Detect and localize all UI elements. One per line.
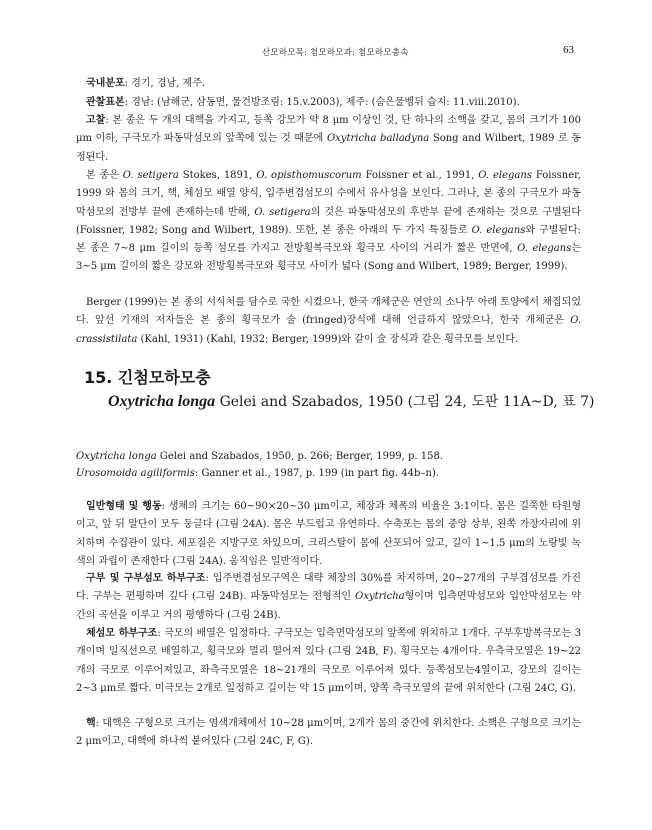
comparison-paragraph	[76, 167, 581, 277]
species-name: Oxytricha balladyna	[326, 133, 430, 145]
comparison-text: 의 것은 파동막섬모의 후반부 끝에 존재하는 것으로 구별된다 (Foissner, 1982; Song and Wilbert, 1989). 또한, 본 종은 아래의 두 가지 특징들로	[76, 206, 581, 236]
distribution-text: : 경기, 경남, 제주.	[124, 78, 206, 89]
somatic-infraciliature-text: : 극모의 배열은 일정하다. 구극모는 입측면막섬모의 앞쪽에 위치하고 1개다. 구부후방복극모는 3개이며 일직선으로 배열하고, 횡극모와 멀리 떨어져 있다 (그림 24B, F). 횡극모는 4개이다. 우측극모열은 19~22개의 극모로 이루어져있고, 좌측극모열은 18~21개의 극모로 이루어져 있다. 등쪽섬모는4열이고, 강모의 길이는 2~3 μm로 짧다. 미극모는 2개로 일정하고 길이는 약 15 μm이며, 양쪽 측극모열의 끝에 위치한다 (그림 24C, G).	[76, 628, 581, 694]
comparison-text: Foissner et al., 1991,	[361, 170, 479, 181]
species-name: O. elegans	[517, 243, 572, 255]
somatic-infraciliature-paragraph	[76, 625, 581, 698]
general-morphology-paragraph	[76, 498, 581, 571]
specimen-paragraph	[76, 94, 581, 112]
nucleus-label: 핵	[86, 718, 96, 729]
discussion-text: : 본 종은 두 개의 대핵을 가지고, 등쪽 강모가 약 8 μm 이상인 것, 단 하나의 소핵을 갖고, 몸의 크기가 100 μm 이하, 구극모가 파동막섬모의 앞쪽에 있는 것 때문에	[76, 115, 581, 145]
habitat-text: (Kahl, 1931) (Kahl, 1932; Berger, 1999)와 같이 술 장식과 같은 횡극모를 보인다.	[137, 333, 519, 345]
comparison-text: 와 구별된다: 본 종은 7~8 μm 길이의 등쪽 섬모를 가지고 전방횡복극모와 횡극모 사이의 거리가 짧은 반면에,	[76, 224, 581, 255]
specimen-text: : 경남: (남해군, 삼동면, 물건방조림: 15.v.2003), 제주: (숨은물벵뒤 습지: 11.viii.2010).	[124, 97, 520, 108]
species-name: O. crassistilata	[76, 315, 581, 345]
habitat-paragraph	[76, 294, 581, 349]
species-name: O. opisthomuscorum	[256, 170, 362, 181]
species-korean-name: 긴첨모하모충	[117, 368, 211, 387]
genus-name: Oxytricha	[355, 591, 405, 603]
comparison-text: Stokes, 1891,	[178, 170, 257, 181]
synonym-reference: : Ganner et al., 1987, p. 199 (in part fig. 44b–n).	[194, 468, 439, 479]
species-name: O. elegans	[478, 170, 532, 181]
specimen-label: 관찰표본	[86, 97, 125, 108]
nucleus-text: : 대핵은 구형으로 크기는 염색개체에서 10~28 μm이며, 2개가 몸의 중간에 위치한다. 소핵은 구형으로 크기는 2 μm이고, 대핵에 하나씩 붙어있다 (그림 24C, F, G).	[76, 718, 581, 748]
distribution-label: 국내분포	[86, 78, 125, 89]
species-name: O. elegans	[471, 224, 526, 236]
species-heading	[84, 366, 604, 414]
synonym-name: Oxytricha longa	[76, 451, 157, 462]
species-scientific-name: Oxytricha longa	[108, 393, 216, 410]
somatic-infraciliature-label: 체섬모 하부구조	[86, 628, 158, 639]
oral-infraciliature-label: 구부 및 구부섬모 하부구조	[86, 573, 206, 584]
comparison-text: 본 종은	[86, 170, 123, 181]
distribution-paragraph	[76, 75, 581, 93]
species-authority: Gelei and Szabados, 1950 (그림 24, 도판 11A~D, 표 7)	[215, 394, 595, 410]
species-name: O. setigera	[122, 170, 179, 181]
comparison-text: 는 3~5 μm 길이의 짧은 강모와 전방횡복극모와 횡극모 사이가 넓다 (Song and Wilbert, 1989; Berger, 1999).	[76, 243, 581, 273]
general-morphology-text: : 생체의 크기는 60~90×20~30 μm이고, 체장과 체폭의 비율은 3:1이다. 몸은 길쭉한 타원형이고, 앞 뒤 말단이 모두 둥글다 (그림 24A). 몸은 부드럽고 유연하다. 수축포는 몸의 중앙 상부, 왼쪽 가장자리에 위치하며 수집관이 있다. 세포질은 지방구로 차있으며, 크리스탈이 몸에 산포되어 있고, 길이 1~1.5 μm의 노랑빛 녹색의 과립이 존재한다 (그림 24A). 움직임은 일반적이다.	[76, 501, 582, 567]
discussion-text: Song and Wilbert, 1989 로 동정된다.	[76, 133, 582, 163]
habitat-text: Berger (1999)는 본 종의 서식처를 담수로 국한 시켰으나, 한국 개체군은 연안의 소나무 아래 토양에서 채집되었다. 앞선 기재의 저자들은 본 종의 횡극모가 술 (fringed)장식에 대해 언급하지 않았으나, 한국 개체군은	[76, 297, 581, 327]
running-head: 산모하모목: 첨모하모과: 첨모하모충속	[262, 48, 409, 58]
nucleus-paragraph	[76, 715, 581, 752]
synonym-name: Urosomoida agiliformis	[76, 468, 195, 479]
species-heading-scientific	[108, 390, 604, 414]
discussion-label: 고찰	[86, 115, 106, 126]
species-number: 15.	[84, 368, 113, 387]
general-morphology-label: 일반형태 및 행동	[86, 501, 162, 512]
oral-infraciliature-paragraph	[76, 570, 581, 625]
discussion-paragraph	[76, 112, 581, 167]
species-heading-korean	[84, 366, 604, 390]
synonym-reference: Gelei and Szabados, 1950, p. 266; Berger, 1999, p. 158.	[156, 451, 444, 462]
synonym-line	[76, 448, 581, 465]
oral-infraciliature-text: : 입주변겹섬모구역은 대략 체장의 30%를 차지하며, 20~27개의 구부겹섬모를 가진다. 구부는 편평하며 깊다 (그림 24B). 파동막섬모는 전형적인	[76, 573, 581, 603]
comparison-text: Foissner, 1999 와 몸의 크기, 핵, 체섬모 배열 양식, 입주변겹섬모의 수에서 유사성을 보인다. 그러나, 본 종의 구극모가 파동막섬모의 전방부 끝에 존재하는데 반해,	[76, 170, 581, 218]
synonym-line	[76, 465, 581, 482]
page-number: 63	[563, 44, 574, 56]
species-name: O. setigera	[254, 206, 311, 218]
oral-infraciliature-text: 형이며 입측면막섬모와 입안막섬모는 약간의 곡선을 이루고 거의 평행하다 (그림 24B).	[76, 591, 582, 621]
